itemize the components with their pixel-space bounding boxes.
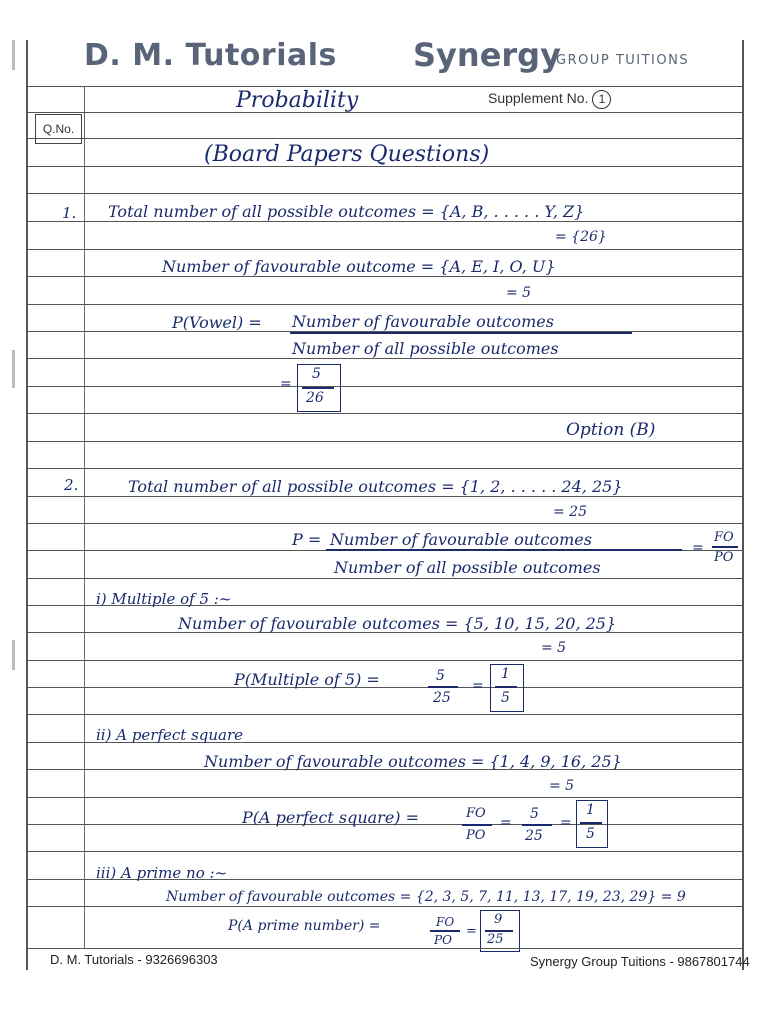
q2-part-ii-denominator: 25	[525, 828, 543, 844]
fraction-bar	[522, 824, 552, 826]
scan-mark	[12, 640, 15, 670]
q1-favourable: Number of favourable outcome = {A, E, I, O, U}	[162, 257, 556, 276]
fo-label: FO	[436, 915, 455, 929]
subtitle: (Board Papers Questions)	[204, 142, 490, 167]
fraction-bar	[302, 387, 334, 389]
po-label: PO	[466, 828, 486, 843]
q1-answer-denominator: 26	[306, 390, 324, 406]
fraction-bar	[712, 546, 738, 548]
ruled-line	[28, 193, 742, 194]
fraction-bar	[290, 332, 632, 334]
ruled-line	[28, 249, 742, 250]
q2-part-ii-p-label: P(A perfect square) =	[242, 808, 420, 827]
equals-sign: =	[500, 815, 512, 831]
ruled-line	[28, 138, 742, 139]
q1-p-numerator: Number of favourable outcomes	[292, 312, 554, 331]
q1-total-outcomes: Total number of all possible outcomes = {A, B, . . . . . Y, Z}	[108, 202, 585, 221]
q2-total-outcomes: Total number of all possible outcomes = {1, 2, . . . . . 24, 25}	[128, 477, 623, 496]
page-title: Probability	[236, 88, 359, 113]
q2-p-def-label: P =	[292, 530, 322, 549]
footer-rule	[28, 948, 742, 949]
fraction-bar	[326, 549, 682, 551]
po-label: PO	[714, 550, 734, 565]
fraction-bar	[430, 930, 460, 932]
equals-sign: =	[560, 815, 572, 831]
q2-part-i-answer-denominator: 5	[501, 690, 510, 706]
q1-total-count: = {26}	[555, 229, 607, 245]
fraction-bar	[580, 822, 602, 824]
fo-label: FO	[714, 530, 734, 545]
ruled-line	[28, 112, 742, 113]
q2-p-def-denominator: Number of all possible outcomes	[334, 558, 601, 577]
footer-left: D. M. Tutorials - 9326696303	[50, 952, 218, 967]
equals-sign: =	[466, 924, 477, 939]
q2-part-ii-heading: ii) A perfect square	[96, 726, 244, 744]
ruled-line	[28, 276, 742, 277]
ruled-line	[28, 578, 742, 579]
ruled-line	[28, 358, 742, 359]
ruled-line	[28, 221, 742, 222]
page-border-left	[26, 40, 28, 970]
q1-favourable-count: = 5	[506, 285, 532, 301]
header-brand-right-sub: GROUP TUITIONS	[556, 53, 690, 68]
q1-p-denominator: Number of all possible outcomes	[292, 339, 559, 358]
po-label: PO	[434, 933, 452, 947]
supplement-text: Supplement No.	[488, 90, 589, 106]
q2-part-iii-heading: iii) A prime no :~	[96, 864, 228, 882]
header-brand-left: D. M. Tutorials	[84, 38, 337, 73]
fraction-bar	[428, 686, 458, 688]
q1-p-label: P(Vowel) =	[172, 313, 262, 332]
fo-label: FO	[466, 806, 486, 821]
ruled-line	[28, 441, 742, 442]
qno-header: Q.No.	[35, 114, 82, 144]
scan-mark	[12, 350, 15, 388]
footer-right: Synergy Group Tuitions - 9867801744	[530, 954, 750, 969]
scan-mark	[12, 40, 15, 70]
ruled-line	[28, 660, 742, 661]
equals-sign: =	[692, 540, 704, 556]
fraction-bar	[495, 686, 517, 688]
fraction-bar	[462, 824, 492, 826]
ruled-line	[28, 468, 742, 469]
ruled-line	[28, 86, 742, 87]
q2-part-iii-p-label: P(A prime number) =	[228, 918, 381, 934]
q1-option: Option (B)	[566, 420, 656, 440]
equals-sign: =	[280, 376, 292, 392]
header-brand-right: Synergy	[413, 36, 561, 74]
q2-part-i-p-label: P(Multiple of 5) =	[234, 670, 380, 689]
supplement-label	[488, 90, 611, 109]
ruled-line	[28, 413, 742, 414]
q1-answer-numerator: 5	[312, 366, 321, 382]
ruled-line	[28, 304, 742, 305]
q2-part-ii-favourable: Number of favourable outcomes = {1, 4, 9, 16, 25}	[204, 752, 622, 771]
ruled-line	[28, 714, 742, 715]
ruled-line	[28, 386, 742, 387]
page-border-right	[742, 40, 744, 970]
q2-part-ii-numerator: 5	[530, 806, 539, 822]
ruled-line	[28, 496, 742, 497]
q2-part-iii-answer-numerator: 9	[494, 912, 503, 927]
q2-part-ii-answer-denominator: 5	[586, 826, 595, 842]
ruled-line	[28, 687, 742, 688]
equals-sign: =	[472, 678, 484, 694]
q2-part-i-favourable: Number of favourable outcomes = {5, 10, 15, 20, 25}	[178, 614, 617, 633]
margin-line	[84, 86, 85, 948]
ruled-line	[28, 851, 742, 852]
ruled-line	[28, 523, 742, 524]
q2-part-i-favourable-count: = 5	[541, 640, 567, 656]
q2-part-i-heading: i) Multiple of 5 :~	[96, 590, 232, 608]
q2-part-ii-favourable-count: = 5	[549, 778, 575, 794]
q2-part-iii-answer-denominator: 25	[487, 932, 504, 947]
q2-part-i-numerator: 5	[436, 668, 445, 684]
q2-p-def-numerator: Number of favourable outcomes	[330, 530, 592, 549]
supplement-number: 1	[592, 90, 611, 109]
q2-total-count: = 25	[553, 504, 587, 520]
ruled-line	[28, 797, 742, 798]
ruled-line	[28, 906, 742, 907]
question-number: 2.	[64, 476, 79, 494]
question-number: 1.	[62, 204, 77, 222]
q2-part-i-denominator: 25	[433, 690, 451, 706]
q2-part-iii-favourable: Number of favourable outcomes = {2, 3, 5, 7, 11, 13, 17, 19, 23, 29} = 9	[166, 889, 686, 905]
q2-part-ii-answer-numerator: 1	[586, 802, 595, 818]
q2-part-i-answer-numerator: 1	[501, 666, 510, 682]
